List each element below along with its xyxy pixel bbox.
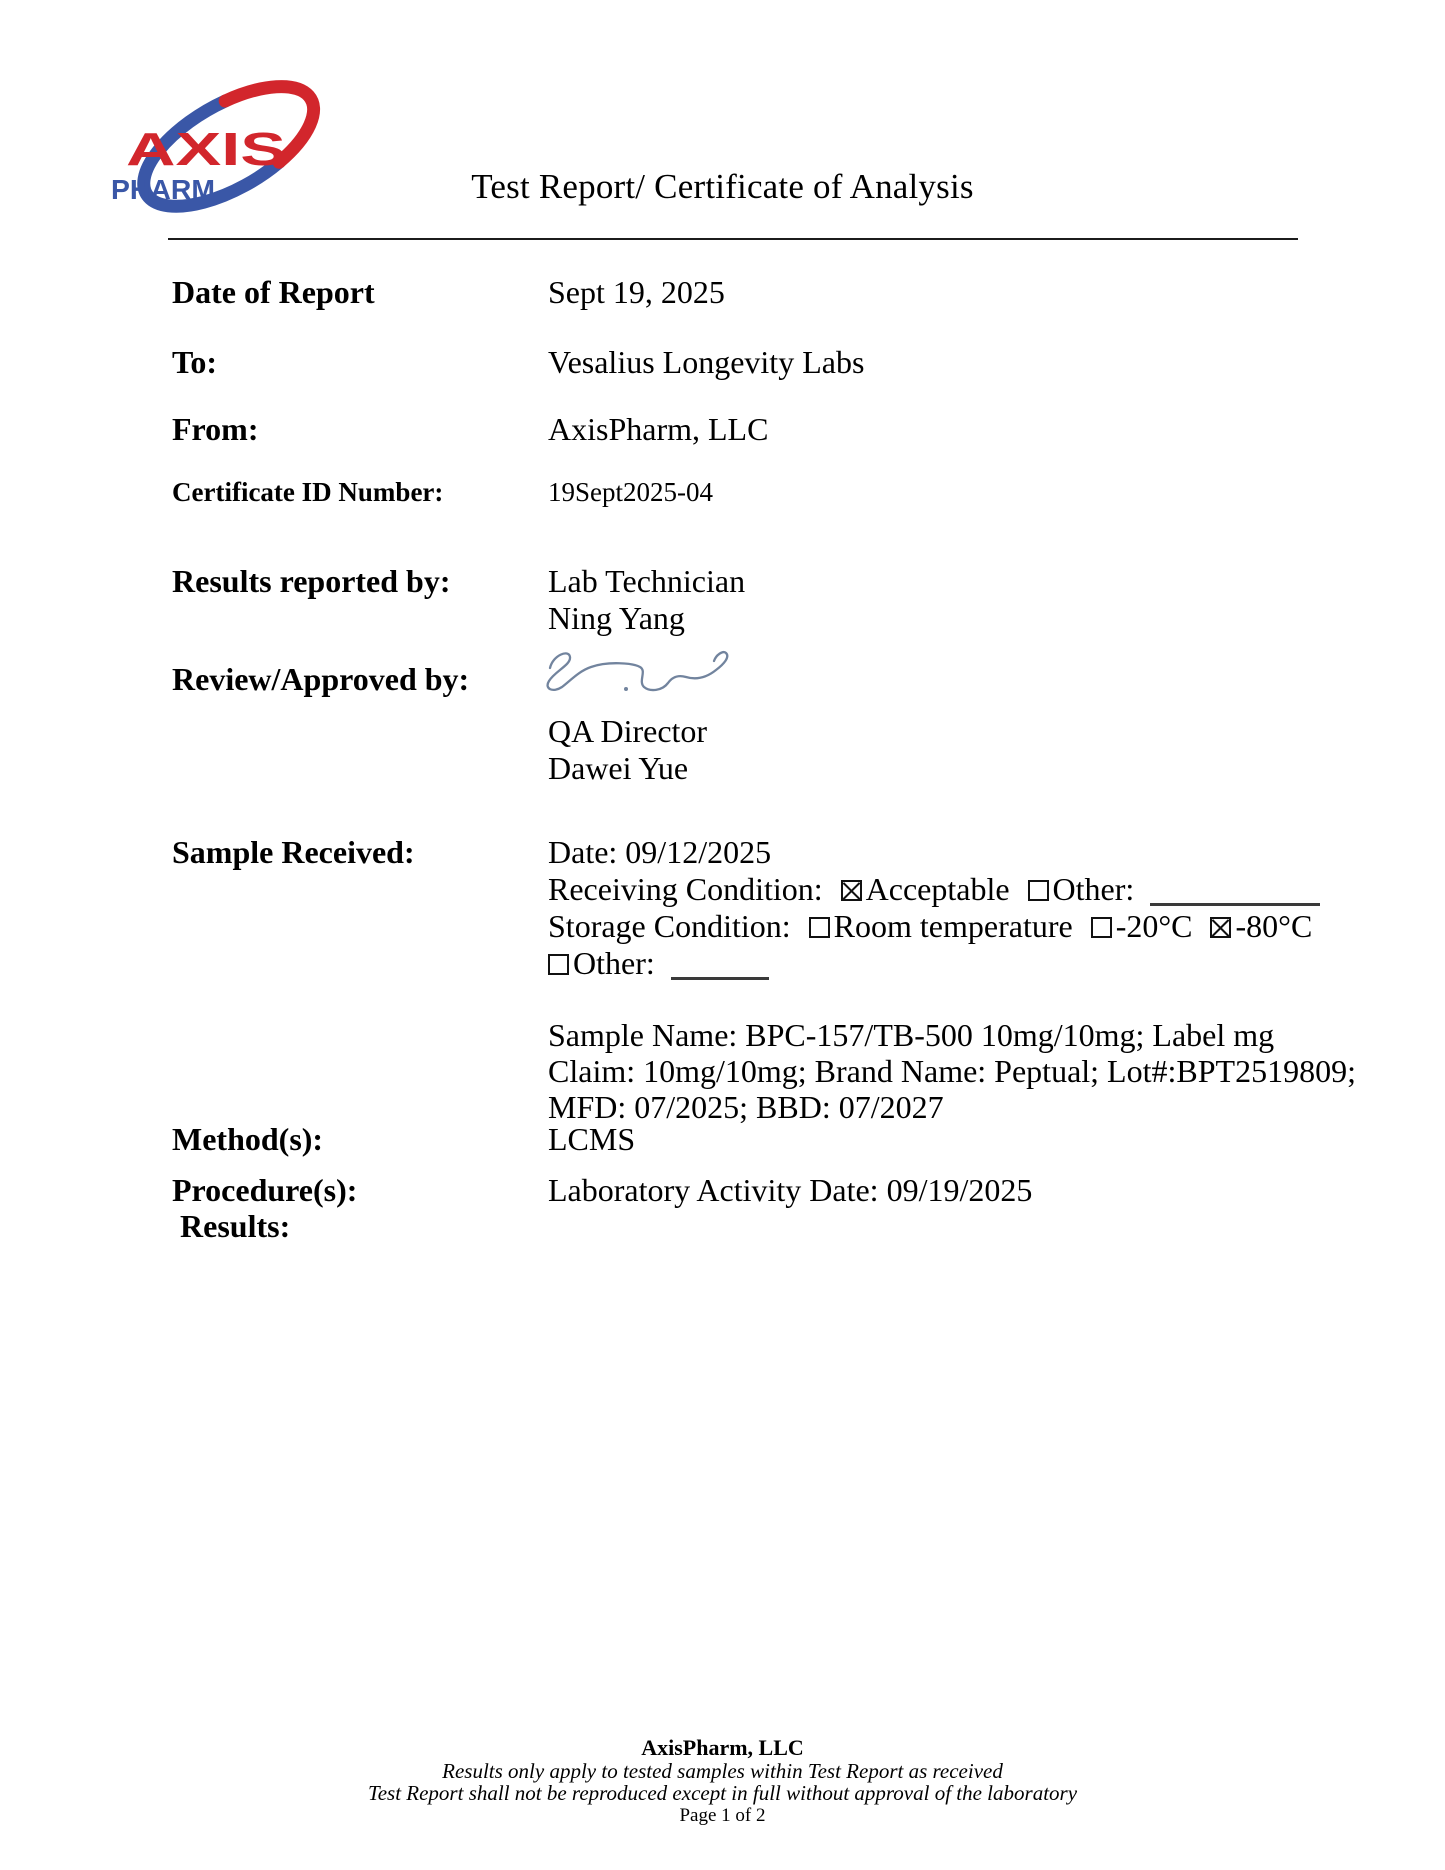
option-acceptable-label: Acceptable: [865, 871, 1010, 907]
field-row-procedures: [172, 1172, 1032, 1209]
field-row-certificate-id: [172, 474, 713, 511]
field-row-to: [172, 344, 864, 381]
option-minus-20c-label: -20°C: [1115, 908, 1193, 944]
results-label: Results:: [180, 1208, 291, 1244]
field-row-results: [180, 1208, 556, 1245]
to-value: Vesalius Longevity Labs: [548, 344, 865, 380]
blank-line: [671, 953, 769, 980]
option-receiving-other-label: Other:: [1052, 871, 1135, 907]
option-minus-80c-label: -80°C: [1235, 908, 1313, 944]
field-row-date-of-report: [172, 274, 725, 311]
footer-page-number: Page 1 of 2: [679, 1805, 766, 1826]
field-row-results-reported-by: [172, 563, 745, 637]
footer-company: AxisPharm, LLC: [641, 1735, 804, 1760]
signature: [536, 640, 736, 704]
sample-received-date: Date: 09/12/2025: [548, 834, 772, 870]
date-of-report-label: Date of Report: [172, 274, 375, 310]
logo-pharm-text: PHARM: [111, 174, 215, 205]
from-label: From:: [172, 411, 259, 447]
approver-title: QA Director: [548, 713, 708, 749]
checkbox-acceptable-icon: [841, 880, 862, 901]
certificate-id-value: 19Sept2025-04: [548, 477, 713, 507]
approver-name: Dawei Yue: [548, 750, 689, 786]
page-footer: [0, 1736, 1445, 1827]
option-minus-20c: [1091, 908, 1193, 944]
blank-line: [1150, 879, 1320, 906]
footer-note-2: Test Report shall not be reproduced except in full without approval of the laboratory: [367, 1781, 1078, 1805]
footer-note-1: Results only apply to tested samples within Test Report as received: [442, 1759, 1003, 1783]
other-storage-line: [548, 945, 1320, 982]
page-title: Test Report/ Certificate of Analysis: [471, 167, 974, 206]
from-value: AxisPharm, LLC: [548, 411, 769, 447]
option-acceptable: [841, 871, 1010, 907]
results-reported-by-label: Results reported by:: [172, 563, 451, 599]
option-storage-other-label: Other:: [573, 945, 655, 981]
receiving-condition-label: Receiving Condition:: [548, 871, 823, 907]
checkbox-minus-80c-icon: [1210, 917, 1231, 938]
sample-info-block: [548, 1017, 1356, 1125]
certificate-id-label: Certificate ID Number:: [172, 477, 444, 507]
date-of-report-value: Sept 19, 2025: [548, 274, 725, 310]
sample-info-line-2: Claim: 10mg/10mg; Brand Name: Peptual; Lot#:BPT2519809;: [548, 1053, 1356, 1089]
procedures-value: Laboratory Activity Date: 09/19/2025: [548, 1172, 1033, 1208]
option-receiving-other: [1028, 871, 1135, 907]
sample-received-label: Sample Received:: [172, 834, 415, 870]
storage-condition-label: Storage Condition:: [548, 908, 791, 944]
field-row-sample-received: [172, 834, 1320, 982]
reporter-title: Lab Technician: [548, 563, 746, 599]
review-approved-by-label: Review/Approved by:: [172, 661, 470, 697]
option-minus-80c: [1210, 908, 1312, 944]
to-label: To:: [172, 344, 218, 380]
header-divider: [168, 238, 1298, 240]
methods-value: LCMS: [548, 1121, 636, 1157]
results-reported-by-value: [548, 563, 745, 637]
option-room-temperature: [809, 908, 1073, 944]
storage-condition-line: [548, 908, 1320, 945]
sample-received-value: [548, 834, 1320, 982]
checkbox-receiving-other-icon: [1028, 880, 1049, 901]
checkbox-room-temperature-icon: [809, 917, 830, 938]
option-storage-other: [548, 945, 655, 981]
checkbox-storage-other-icon: [548, 954, 569, 975]
checkbox-minus-20c-icon: [1091, 917, 1112, 938]
methods-label: Method(s):: [172, 1121, 324, 1157]
field-row-from: [172, 411, 768, 448]
reporter-name: Ning Yang: [548, 600, 685, 636]
sample-info-line-1: Sample Name: BPC-157/TB-500 10mg/10mg; Label mg: [548, 1017, 1275, 1053]
logo-axis-text: AXIS: [126, 123, 286, 175]
option-room-temperature-label: Room temperature: [833, 908, 1073, 944]
receiving-condition-line: [548, 871, 1320, 908]
field-row-methods: [172, 1121, 635, 1158]
procedures-label: Procedure(s):: [172, 1172, 358, 1208]
sample-info-line-3: MFD: 07/2025; BBD: 07/2027: [548, 1089, 944, 1125]
